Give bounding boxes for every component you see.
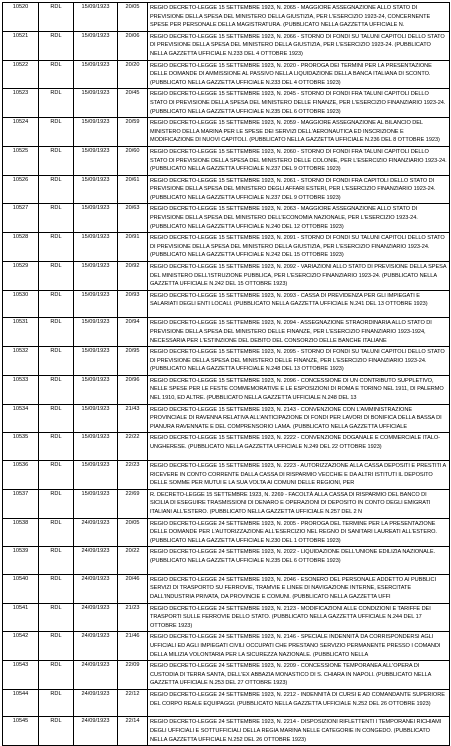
table-row	[3, 60, 450, 89]
act-type: RDL	[39, 433, 74, 461]
record-number: 10523	[3, 89, 39, 118]
act-code: 20/96	[118, 375, 148, 404]
act-code: 20/05	[118, 518, 148, 547]
act-description: REGIO DECRETO-LEGGE 15 SETTEMBRE 1923, N. 2060 - STORNO DI FONDI FRA TALUNI CAPITOLI DELLO STATO DI PREVISIONE DELLA SPESA DEL MINISTERO DELLE COLONIE, PER L'ESERCIZIO FINANZIARIO 1923-24. (PUBBLICATO NELLA GAZZETTA UFFICIALE N.237 DEL 9 OTTOBRE 1923)	[148, 146, 450, 175]
record-number: 10522	[3, 60, 39, 89]
act-type: RDL	[39, 318, 74, 347]
act-date: 24/09/1923	[74, 574, 118, 603]
act-code: 20/22	[118, 547, 148, 575]
act-type: RDL	[39, 632, 74, 661]
record-number: 10545	[3, 717, 39, 746]
act-date: 24/09/1923	[74, 661, 118, 690]
act-type: RDL	[39, 146, 74, 175]
table-row	[3, 3, 450, 32]
act-description: REGIO DECRETO-LEGGE 15 SETTEMBRE 1923, N. 2059 - MAGGIORE ASSEGNAZIONE AL BILANCIO DEL MINISTERO DELLA MARINA PER LE SPESE DEI SERVIZI DELL'AERONAUTICA ED INSCRIZIONE E MODIFICAZIONE DI NUOVI CAPITOLI. (PUBBLICATO NELLA GAZZETTA UFFICIALE N.236 DEL 8 OTTOBRE 1923)	[148, 118, 450, 147]
act-code: 20/63	[118, 204, 148, 233]
act-type: RDL	[39, 204, 74, 233]
table-row	[3, 375, 450, 404]
table-row	[3, 460, 450, 489]
act-description: REGIO DECRETO-LEGGE 24 SETTEMBRE 1923, N. 2214 - DISPOSIZIONI RIFLETTENTI I TEMPORANEI RICHIAMI DEGLI UFFICIALI E SOTTUFFICIALI DELLA REGIA MARINA NELLE CATEGORIE IN CONGEDO. (PUBBLICATO NELLA GAZZETTA UFFICIALE N.252 DEL 26 OTTOBRE 1923)	[148, 717, 450, 746]
act-date: 15/09/1923	[74, 404, 118, 433]
act-code: 21/46	[118, 632, 148, 661]
act-type: RDL	[39, 233, 74, 262]
act-date: 15/09/1923	[74, 146, 118, 175]
act-code: 21/43	[118, 404, 148, 433]
act-type: RDL	[39, 118, 74, 147]
act-code: 22/09	[118, 661, 148, 690]
record-number: 10543	[3, 661, 39, 690]
act-date: 24/09/1923	[74, 603, 118, 632]
table-row	[3, 118, 450, 147]
act-description: REGIO DECRETO-LEGGE 24 SETTEMBRE 1923, N. 2209 - CONCESSIONE TEMPORANEA ALL'OPERA DI CUSTODIA DI TERRA SANTA, DELL'EX ABBAZIA MONASTICO DI S. CHIARA IN NAPOLI. (PUBBLICATO NELLA GAZZETTA UFFICIALE N.253 DEL 27 OTTOBRE 1923)	[148, 661, 450, 690]
act-description: R. DECRETO-LEGGE 15 SETTEMBRE 1923, N. 2269 - FACOLTÀ ALLA CASSA DI RISPARMIO DEL BANCO DI SICILIA DI ESEGUIRE TRASMISSIONI DI DENARO E OPERAZIONI DI DEPOSITO IN CONTO DEGLI EMIGRATI ITALIANI ALL'ESTERO. (PUBBLICATO NELLA GAZZETTA UFFICIALE N.257 DEL 2 N	[148, 489, 450, 518]
act-description: REGIO DECRETO-LEGGE 24 SETTEMBRE 1923, N. 2123 - MODIFICAZIONI ALLE CONDIZIONI E TARIFFE DEI TRASPORTI SULLE FERROVIE DELLO STATO. (PUBBLICATO NELLA GAZZETTA UFFICIALE N.244 DEL 17 OTTOBRE 1923)	[148, 603, 450, 632]
table-row	[3, 175, 450, 204]
record-number: 10540	[3, 574, 39, 603]
act-type: RDL	[39, 661, 74, 690]
act-description: REGIO DECRETO-LEGGE 15 SETTEMBRE 1923, N. 2092 - VARIAZIONI ALLO STATO DI PREVISIONE DELLA SPESA DEL MINISTERO DELL'ISTRUZIONE PUBBLICA, PER L'ESERCIZIO FINANZIARIO 1923-24. (PUBBLICATO NELLA GAZZETTA UFFICIALE N.242 DEL 15 OTTOBRE 1923)	[148, 262, 450, 291]
record-number: 10528	[3, 233, 39, 262]
act-type: RDL	[39, 689, 74, 717]
act-code: 20/61	[118, 175, 148, 204]
act-date: 24/09/1923	[74, 632, 118, 661]
act-code: 20/05	[118, 3, 148, 32]
act-description: REGIO DECRETO-LEGGE 15 SETTEMBRE 1923, N. 2065 - MAGGIORE ASSEGNAZIONE ALLO STATO DI PREVISIONE DELLA SPESA DEL MINISTERO DELLA GIUSTIZIA, PER L'ESERCIZIO 1923-24, CONCERNENTE SPESE PER PERSONALE DELLA MAGISTRATURA. (PUBBLICATO NELLA GAZZETTA UFFICIALE N.	[148, 3, 450, 32]
record-number: 10530	[3, 290, 39, 318]
act-type: RDL	[39, 574, 74, 603]
table-row	[3, 489, 450, 518]
record-number: 10536	[3, 460, 39, 489]
table-row	[3, 233, 450, 262]
act-date: 15/09/1923	[74, 290, 118, 318]
decree-register-table	[2, 2, 450, 746]
act-description: REGIO DECRETO-LEGGE 15 SETTEMBRE 1923, N. 2045 - STORNO DI FONDI FRA TALUNI CAPITOLI DELLO STATO DI PREVISIONE DELLA SPESA DEL MINISTERO DELLE FINANZE, PER L'ESERCIZIO FINANZIARIO 1923-24. (PUBBLICATO NELLA GAZZETTA UFFICIALE N.235 DEL 6 OTTOBRE 1923)	[148, 89, 450, 118]
act-date: 15/09/1923	[74, 204, 118, 233]
act-type: RDL	[39, 60, 74, 89]
act-code: 20/46	[118, 574, 148, 603]
act-type: RDL	[39, 404, 74, 433]
act-code: 20/91	[118, 233, 148, 262]
table-row	[3, 603, 450, 632]
act-description: REGIO DECRETO-LEGGE 24 SETTEMBRE 1923, N. 2005 - PROROGA DEL TERMINE PER LA PRESENTAZIONE DELLE DOMANDE PER L'AUTORIZZAZIONE ALL'ESERCIZIO NEL REGNO DI SANITARI LAUREATI ALL'ESTERO. (PUBBLICATO NELLA GAZZETTA UFFICIALE N.230 DEL 1 OTTOBRE 1923)	[148, 518, 450, 547]
act-description: REGIO DECRETO-LEGGE 15 SETTEMBRE 1923, N. 2096 - CONCESSIONE DI UN CONTRIBUTO SUPPLETIVO, NELLE SPESE PER LE FESTE COMMEMORATIVE E LE ESPOSIZIONI DI ROMA E TORINO NEL 1911, DI PALERMO NEL 1910, ED ALTRE. (PUBBLICATO NELLA GAZZETTA UFFICIALE N.248 DEL 13	[148, 375, 450, 404]
act-date: 15/09/1923	[74, 31, 118, 60]
act-date: 15/09/1923	[74, 262, 118, 291]
act-type: RDL	[39, 603, 74, 632]
record-number: 10534	[3, 404, 39, 433]
act-type: RDL	[39, 489, 74, 518]
act-description: REGIO DECRETO-LEGGE 15 SETTEMBRE 1923, N. 2094 - ASSEGNAZIONE STRAORDINARIA ALLO STATO DI PREVISIONE DELLA SPESA DEL MINISTERO DELLE FINANZE, PER L'ESERCIZIO FINANZIARIO 1923-1924, NECESSARIA PER L'ESTINZIONE DEL DEBITO DEL CONSORZIO DELLE BANCHE ITALIANE	[148, 318, 450, 347]
record-number: 10539	[3, 547, 39, 575]
act-code: 21/23	[118, 603, 148, 632]
record-number: 10520	[3, 3, 39, 32]
act-type: RDL	[39, 31, 74, 60]
record-number: 10542	[3, 632, 39, 661]
act-date: 15/09/1923	[74, 433, 118, 461]
table-row	[3, 717, 450, 746]
act-type: RDL	[39, 262, 74, 291]
record-number: 10541	[3, 603, 39, 632]
act-code: 20/92	[118, 262, 148, 291]
table-row	[3, 404, 450, 433]
act-code: 22/22	[118, 433, 148, 461]
act-description: REGIO DECRETO-LEGGE 15 SETTEMBRE 1923, N. 2093 - CASSA DI PREVIDENZA PER GLI IMPIEGATI E SALARIATI DEGLI ENTI LOCALI. (PUBBLICATO NELLA GAZZETTA UFFICIALE N.241 DEL 13 OTTOBRE 1923)	[148, 290, 450, 318]
table-row	[3, 318, 450, 347]
table-row	[3, 547, 450, 575]
act-description: REGIO DECRETO-LEGGE 15 SETTEMBRE 1923, N. 2223 - AUTORIZZAZIONE ALLA CASSA DEPOSITI E PRESTITI A RICEVERE IN CONTO CORRENTE DALLA CASSA DI RISPARMIO VECCHIE E DA ALTRI ISTITUTI IL DEPOSITO DELLE SOMME PER MUTUI E LA SUA VOLTA AI COMUNI DELLE REGIONI, PER	[148, 460, 450, 489]
table-row	[3, 89, 450, 118]
record-number: 10521	[3, 31, 39, 60]
act-type: RDL	[39, 460, 74, 489]
act-description: REGIO DECRETO-LEGGE 24 SETTEMBRE 1923, N. 2022 - LIQUIDAZIONE DELL'UNIONE EDILIZIA NAZIONALE. (PUBBLICATO NELLA GAZZETTA UFFICIALE N.235 DEL 6 OTTOBRE 1923)	[148, 547, 450, 575]
act-code: 20/60	[118, 146, 148, 175]
record-number: 10537	[3, 489, 39, 518]
table-row	[3, 661, 450, 690]
act-date: 15/09/1923	[74, 318, 118, 347]
act-date: 15/09/1923	[74, 60, 118, 89]
decree-rows	[3, 3, 450, 746]
act-description: REGIO DECRETO-LEGGE 15 SETTEMBRE 1923, N. 2143 - CONVENZIONE CON L'AMMINISTRAZIONE PROVINCIALE DI RAVENNA RELATIVA ALL'ANTICIPAZIONE DI FONDI PER LAVORI DI BONIFICA DELLA BASSA DI PIANURA RAVENNATE E DEL COMPRENSORIO LAMA. (PUBBLICATO NELLA GAZZETTA UFFICIALE	[148, 404, 450, 433]
table-row	[3, 632, 450, 661]
act-code: 20/95	[118, 347, 148, 376]
act-code: 22/23	[118, 460, 148, 489]
act-description: REGIO DECRETO-LEGGE 15 SETTEMBRE 1923, N. 2063 - MAGGIORE ASSEGNAZIONE ALLO STATO DI PREVISIONE DELLA SPESA DEL MINISTERO DELL'ECONOMIA NAZIONALE, PER L'ESERCIZIO 1923-24. (PUBBLICATO NELLA GAZZETTA UFFICIALE N.240 DEL 12 OTTOBRE 1923)	[148, 204, 450, 233]
act-type: RDL	[39, 518, 74, 547]
act-type: RDL	[39, 547, 74, 575]
act-description: REGIO DECRETO-LEGGE 15 SETTEMBRE 1923, N. 2020 - PROROGA DEI TERMINI PER LA PRESENTAZIONE DELLE DOMANDE DI AMMISSIONE AL PASSIVO NELLA LIQUIDAZIONE DELLA BANCA ITALIANA DI SCONTO. (PUBBLICATO NELLA GAZZETTA UFFICIALE N.233 DEL 4 OTTOBRE 1923)	[148, 60, 450, 89]
act-code: 20/20	[118, 60, 148, 89]
record-number: 10533	[3, 375, 39, 404]
act-code: 20/94	[118, 318, 148, 347]
act-code: 20/45	[118, 89, 148, 118]
record-number: 10526	[3, 175, 39, 204]
act-description: REGIO DECRETO-LEGGE 15 SETTEMBRE 1923, N. 2066 - STORNO DI FONDI SU TALUNI CAPITOLI DELLO STATO DI PREVISIONE DELLA SPESA DEL MINISTERO DELLA GIUSTIZIA, PER L'ESERCIZIO 1923-24. (PUBBLICATO NELLA GAZZETTA UFFICIALE N.233 DEL 4 OTTOBRE 1923)	[148, 31, 450, 60]
record-number: 10527	[3, 204, 39, 233]
act-date: 24/09/1923	[74, 547, 118, 575]
act-code: 20/06	[118, 31, 148, 60]
act-type: RDL	[39, 175, 74, 204]
act-type: RDL	[39, 89, 74, 118]
act-date: 15/09/1923	[74, 175, 118, 204]
act-type: RDL	[39, 347, 74, 376]
act-date: 15/09/1923	[74, 489, 118, 518]
table-row	[3, 204, 450, 233]
record-number: 10535	[3, 433, 39, 461]
table-row	[3, 262, 450, 291]
act-type: RDL	[39, 717, 74, 746]
act-description: REGIO DECRETO-LEGGE 24 SETTEMBRE 1923, N. 2046 - ESONERO DEL PERSONALE ADDETTO AI PUBBLICI SERVIZI DI TRASPORTO SU FERROVIE, TRAMVIE E LINEE DI NAVIGAZIONE INTERNE, ESERCITATE DALL'INDUSTRIA PRIVATA, DA PROVINCIE E COMUNI. (PUBBLICATO NELLA GAZZETTA UFFI	[148, 574, 450, 603]
act-description: REGIO DECRETO-LEGGE 15 SETTEMBRE 1923, N. 2222 - CONVENZIONE DOGANALE E COMMERCIALE ITALO-UNGHERESE. (PUBBLICATO NELLA GAZZETTA UFFICIALE N.249 DEL 22 OTTOBRE 1923)	[148, 433, 450, 461]
record-number: 10544	[3, 689, 39, 717]
act-description: REGIO DECRETO-LEGGE 15 SETTEMBRE 1923, N. 2091 - STORNO DI FONDI SU TALUNI CAPITOLI DELLO STATO DI PREVISIONE DELLA SPESA DEL MINISTERO DELLA GIUSTIZIA, PER L'ESERCIZIO FINANZIARIO 1923-24. (PUBBLICATO NELLA GAZZETTA UFFICIALE N.242 DEL 15 OTTOBRE 1923)	[148, 233, 450, 262]
act-date: 15/09/1923	[74, 460, 118, 489]
act-date: 24/09/1923	[74, 717, 118, 746]
record-number: 10532	[3, 347, 39, 376]
act-code: 20/93	[118, 290, 148, 318]
record-number: 10529	[3, 262, 39, 291]
act-type: RDL	[39, 3, 74, 32]
record-number: 10531	[3, 318, 39, 347]
act-type: RDL	[39, 290, 74, 318]
act-description: REGIO DECRETO-LEGGE 24 SETTEMBRE 1923, N. 2212 - INDENNITÀ DI CURSI E AD COMANDANTE SUPERIORE DEL CORPO REALE EQUIPAGGI. (PUBBLICATO NELLA GAZZETTA UFFICIALE N.252 DEL 26 OTTOBRE 1923)	[148, 689, 450, 717]
table-row	[3, 518, 450, 547]
table-row	[3, 574, 450, 603]
act-date: 24/09/1923	[74, 518, 118, 547]
act-code: 22/12	[118, 689, 148, 717]
record-number: 10525	[3, 146, 39, 175]
record-number: 10524	[3, 118, 39, 147]
table-row	[3, 689, 450, 717]
table-row	[3, 146, 450, 175]
act-code: 22/69	[118, 489, 148, 518]
act-date: 24/09/1923	[74, 689, 118, 717]
act-date: 15/09/1923	[74, 3, 118, 32]
table-row	[3, 290, 450, 318]
act-date: 15/09/1923	[74, 89, 118, 118]
act-type: RDL	[39, 375, 74, 404]
act-description: REGIO DECRETO-LEGGE 15 SETTEMBRE 1923, N. 2095 - STORNO DI FONDI SU TALUNI CAPITOLI DELLO STATO DI PREVISIONE DELLA SPESA DEL MINISTERO DELLE FINANZE, PER L'ESERCIZIO FINANZIARIO 1923-24. (PUBBLICATO NELLA GAZZETTA UFFICIALE N.248 DEL 13 OTTOBRE 1923)	[148, 347, 450, 376]
act-date: 15/09/1923	[74, 347, 118, 376]
table-row	[3, 433, 450, 461]
act-description: REGIO DECRETO-LEGGE 24 SETTEMBRE 1923, N. 2146 - SPECIALE INDENNITÀ DA CORRISPONDERSI AGLI UFFICIALI ED AGLI IMPIEGATI CIVILI OCCUPATI CHE PRESTANO SERVIZIO PERMANENTE PRESSO I COMANDI DELLA MILIZIA VOLONTARIA PER LA SICUREZZA NAZIONALE. (PUBBLICATO NELLA	[148, 632, 450, 661]
act-code: 20/59	[118, 118, 148, 147]
act-date: 15/09/1923	[74, 375, 118, 404]
record-number: 10538	[3, 518, 39, 547]
table-row	[3, 347, 450, 376]
table-row	[3, 31, 450, 60]
act-date: 15/09/1923	[74, 118, 118, 147]
act-description: REGIO DECRETO-LEGGE 15 SETTEMBRE 1923, N. 2061 - STORNO DI FONDI FRA CAPITOLI DELLO STATO DI PREVISIONE DELLA SPESA DEL MINISTERO DEGLI AFFARI ESTERI, PER L'ESERCIZIO FINANZIARIO 1923-24. (PUBBLICATO NELLA GAZZETTA UFFICIALE N.237 DEL 9 OTTOBRE 1923)	[148, 175, 450, 204]
act-date: 15/09/1923	[74, 233, 118, 262]
act-code: 22/14	[118, 717, 148, 746]
